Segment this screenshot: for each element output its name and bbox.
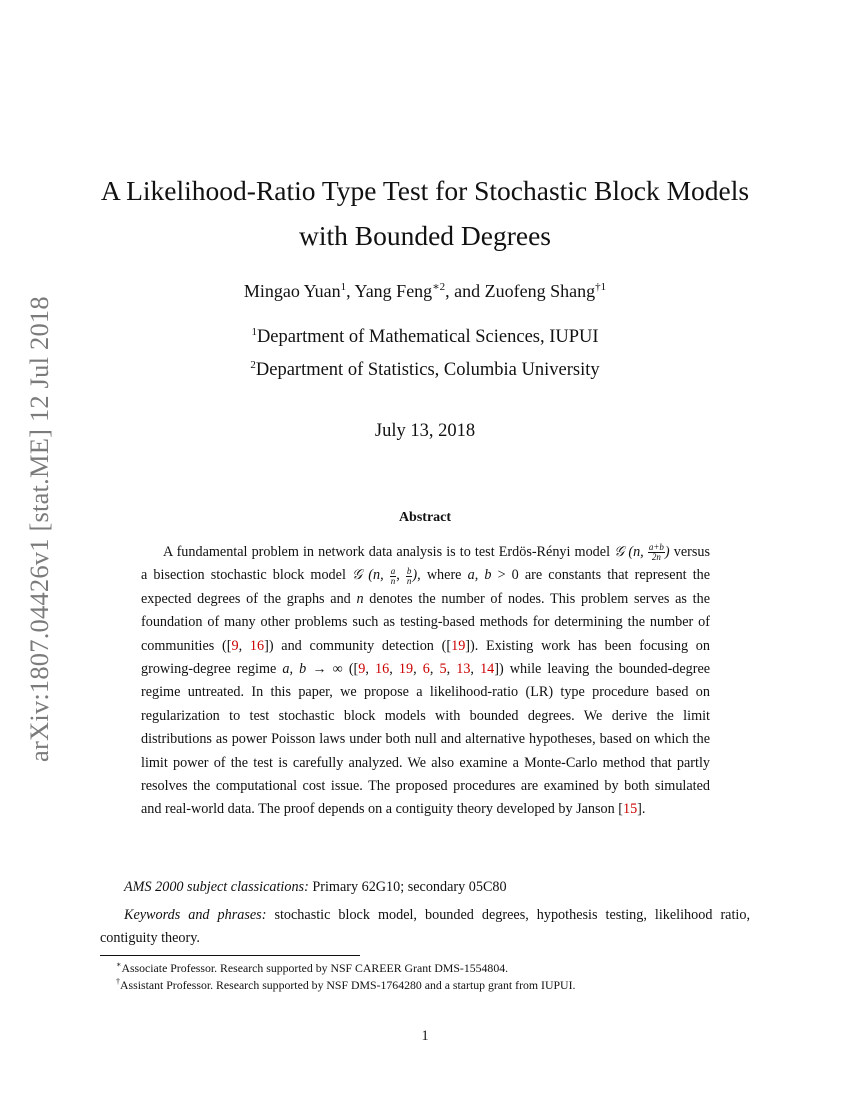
citation-link[interactable]: 16 xyxy=(375,661,390,678)
affiliation-mark: 1 xyxy=(251,325,257,338)
affiliation-mark: 2 xyxy=(250,358,256,371)
affiliation-1 xyxy=(100,327,750,348)
footnote-1 xyxy=(116,961,508,976)
citation-link[interactable]: 19 xyxy=(398,661,414,678)
author-mark: ∗2 xyxy=(432,281,446,293)
author-shang: Zuofeng Shang xyxy=(484,281,596,301)
keywords-text: stochastic block model, bounded degrees, hypothesis testing, likelihood ratio, contiguity theory. xyxy=(100,907,751,946)
citation-link[interactable]: 9 xyxy=(358,661,366,678)
ams-text: Primary 62G10; secondary 05C80 xyxy=(312,879,507,895)
affiliation-text: Department of Statistics, Columbia University xyxy=(255,360,600,380)
citation-link[interactable]: 5 xyxy=(439,661,447,678)
ams-label: AMS 2000 subject classications: xyxy=(124,879,309,895)
citation-link[interactable]: 13 xyxy=(456,661,471,678)
page-number: 1 xyxy=(421,1028,429,1044)
footnote-rule xyxy=(100,955,360,956)
abstract-heading: Abstract xyxy=(398,510,452,525)
affiliation-2 xyxy=(100,360,750,381)
paper-title: A Likelihood-Ratio Type Test for Stochastic Block Models with Bounded Degrees xyxy=(100,175,750,251)
footnote-mark: † xyxy=(116,977,120,987)
footnote-mark: ∗ xyxy=(116,960,122,970)
citation-link[interactable]: 19 xyxy=(451,637,466,654)
arxiv-stamp: arXiv:1807.04426v1 [stat.ME] 12 Jul 2018 xyxy=(24,296,54,762)
footnote-text: Assistant Professor. Research supported by NSF DMS-1764280 and a startup grant from IUPUI. xyxy=(120,978,576,992)
citation-link[interactable]: 15 xyxy=(622,801,638,818)
footnote-2 xyxy=(116,978,575,993)
abstract-body: A fundamental problem in network data analysis is to test Erdös-Rényi model 𝒢 (n, $\frac{a+b}{2n}$ ) versus a bisection stochastic block model 𝒢 (n, $\frac{a}{n}$ , $\frac{b}{n}$ ), where a, b > 0 are constants that represent the expected degrees of the graphs and n denotes the number of nodes. This problem serves as the foundation of many other problems such as testing-based methods for determining the number of communities ([9, 16]) and community detection ([19]). Existing work has been focusing on growing-degree regime a, b → ∞ ([9, 16, 19, 6, 5, 13, 14]) while leaving the bounded-degree regime untreated. In this paper, we propose a likelihood-ratio (LR) type procedure based on regularization to test stochastic block models with bounded degrees. We derive the limit distributions as power Poisson laws under both null and alternative hypotheses, based on which the limit power of the test is carefully analyzed. We also examine a Monte-Carlo method that partly resolves the computational cost issue. The proposed procedures are examined by both simulated and real-world data. The proof depends on a contiguity theory developed by Janson [15]. xyxy=(141,542,711,818)
author-yuan: Mingao Yuan xyxy=(243,281,341,301)
affiliation-text: Department of Mathematical Sciences, IUPUI xyxy=(256,327,599,347)
citation-link[interactable]: 16 xyxy=(249,637,265,654)
paper-date: July 13, 2018 xyxy=(374,421,476,441)
citation-link[interactable]: 14 xyxy=(480,661,495,678)
keywords xyxy=(100,904,750,950)
ams-classification xyxy=(124,879,507,896)
citation-link[interactable]: 9 xyxy=(231,637,239,654)
author-mark: 1 xyxy=(340,281,347,293)
citation-link[interactable]: 6 xyxy=(422,661,430,678)
keywords-label: Keywords and phrases: xyxy=(124,907,267,923)
author-mark: †1 xyxy=(595,281,607,293)
footnote-text: Associate Professor. Research supported by NSF CAREER Grant DMS-1554804. xyxy=(121,961,509,975)
author-feng: Yang Feng xyxy=(354,281,433,301)
author-list: Mingao Yuan$^1$, Yang Feng$^{∗2}$, and Zuofeng Shang$^{\dagger 1}$ xyxy=(243,281,607,301)
